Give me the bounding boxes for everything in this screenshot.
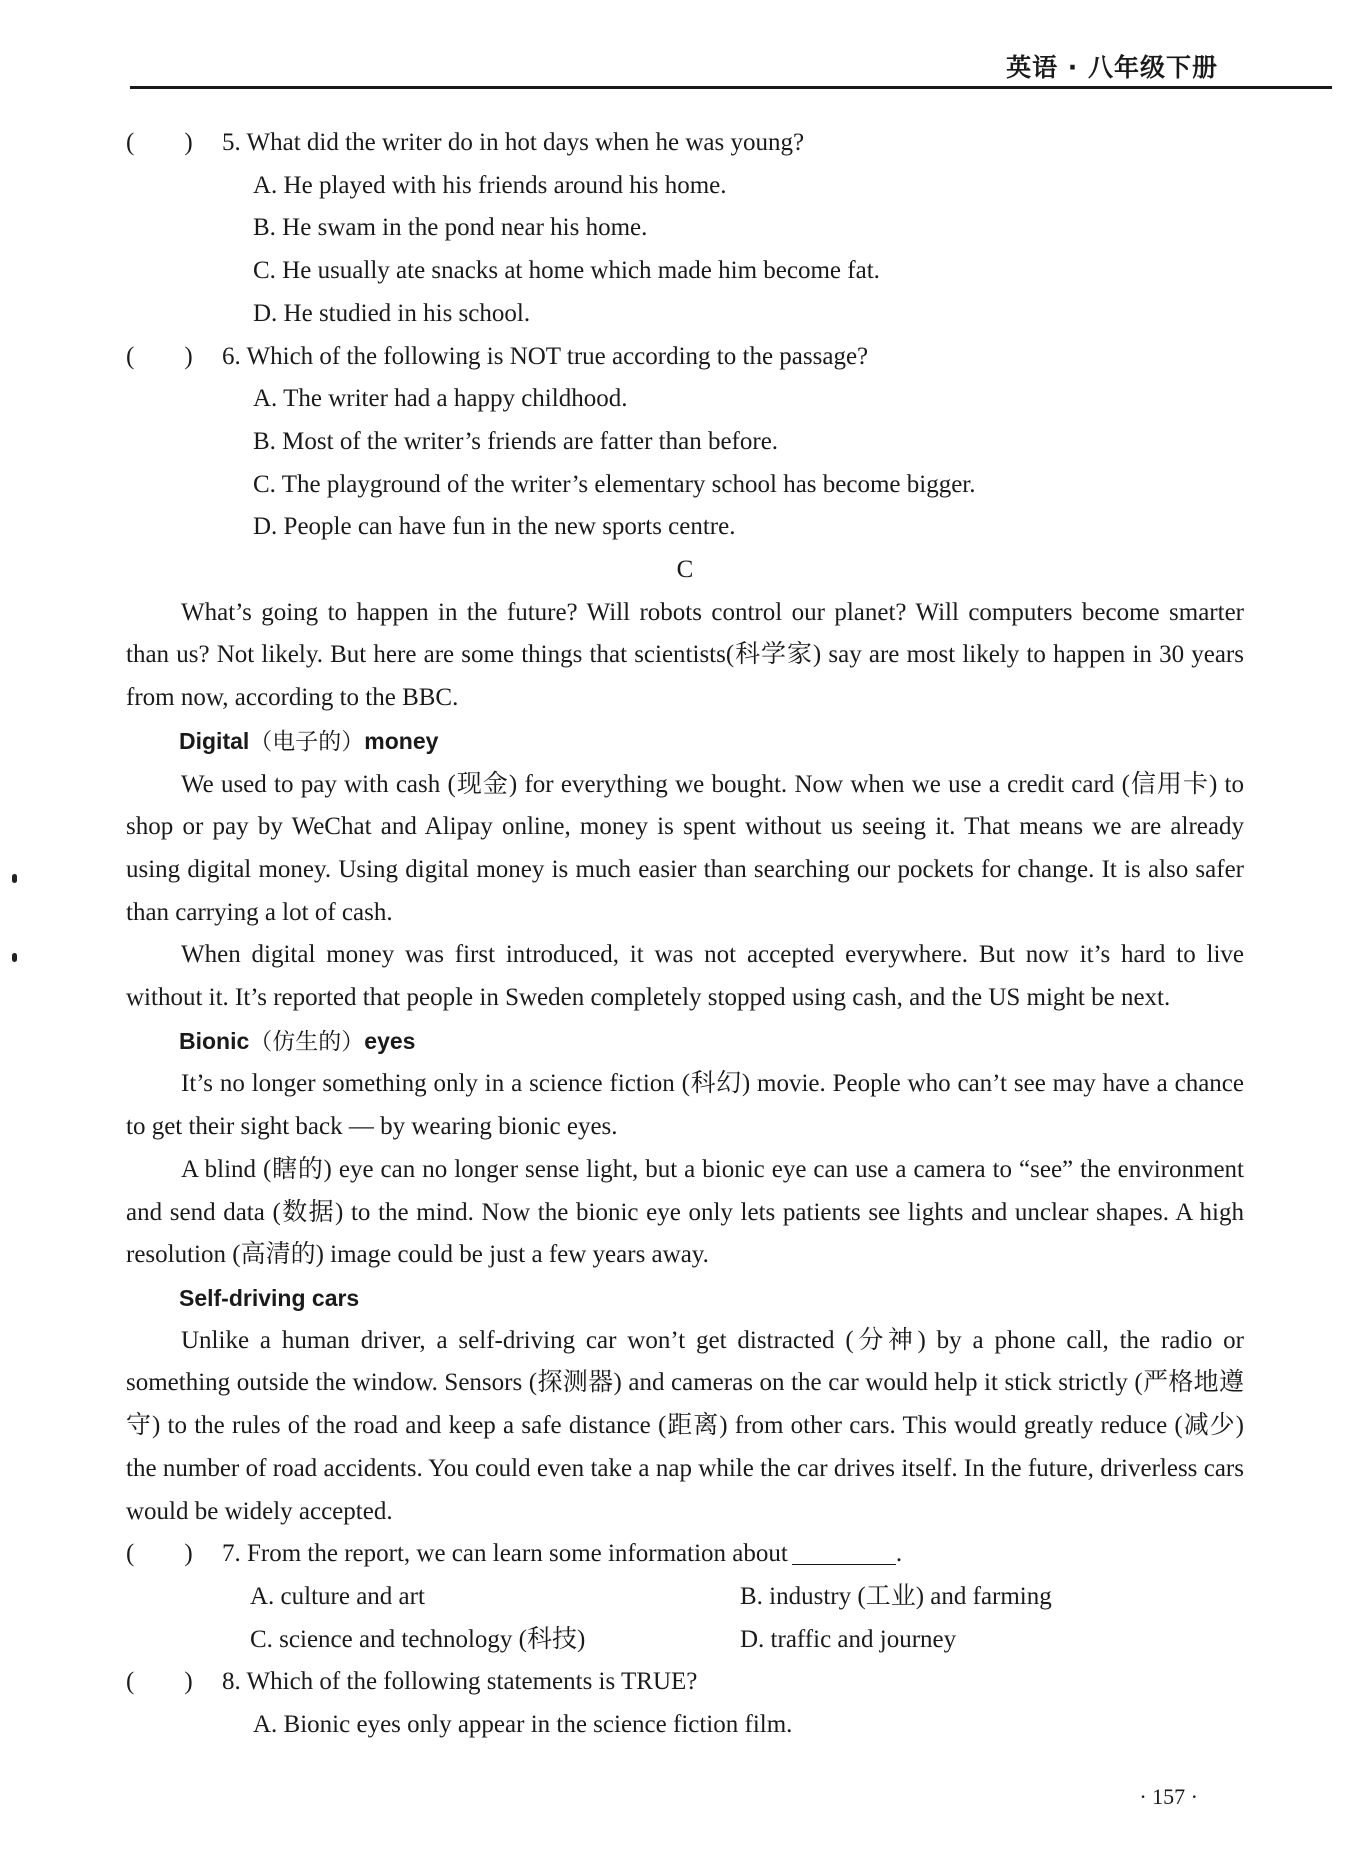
question-5 (126, 122, 1244, 165)
q6-option-d: D. People can have fun in the new sports centre. (253, 513, 736, 541)
subheading-cn: （电子的） (249, 728, 365, 755)
q6-option-c: C. The playground of the writer’s elementary school has become bigger. (253, 470, 976, 498)
q7-options-row-1 (126, 1576, 1244, 1619)
q7-option-a: A. culture and art (250, 1582, 425, 1610)
subheading-cn: （仿生的） (249, 1028, 365, 1055)
q6-option-a: A. The writer had a happy childhood. (253, 385, 628, 413)
answer-blank-7[interactable]: ( ) (126, 1540, 193, 1568)
fill-in-blank[interactable] (792, 1536, 896, 1565)
q5-option-a: A. He played with his friends around his home. (253, 171, 727, 199)
page-number: · 157 · (1139, 1784, 1198, 1809)
bionic-eyes-paragraph-2: A blind (瞎的) eye can no longer sense light, but a bionic eye can use a camera to “see” the environment and send data (数据) to the mind. Now the bionic eye only lets patients see lights and unclear shapes. A high resolution (高清的) image could be just a few years away. (126, 1155, 1244, 1269)
question-5-text: 5. What did the writer do in hot days when he was young? (222, 129, 805, 156)
subheading-en: Digital (179, 727, 250, 754)
question-7-stem: 7. From the report, we can learn some information about (222, 1540, 788, 1568)
question-7-end: . (895, 1540, 903, 1568)
subheading-digital-money (126, 720, 1244, 764)
margin-dot (12, 953, 17, 962)
question-6 (126, 336, 1244, 379)
self-driving-paragraph: Unlike a human driver, a self-driving car won’t get distracted (分神) by a phone call, the radio or something outside the window. Sensors (探测器) and cameras on the car would help it stick strictly (严格地遵守) to the rules of the road and keep a safe distance (距离) from other cars. This would greatly reduce (减少) the number of road accidents. You could even take a nap while the car drives itself. In the future, driverless cars would be widely accepted. (126, 1326, 1244, 1525)
answer-blank-8[interactable]: ( ) (126, 1668, 193, 1696)
q5-option-d: D. He studied in his school. (253, 299, 531, 327)
question-6-text: 6. Which of the following is NOT true according to the passage? (222, 342, 869, 370)
q6-option-b: B. Most of the writer’s friends are fatter than before. (253, 427, 779, 455)
subheading-bionic-eyes (126, 1020, 1244, 1064)
book-title: 英语 · 八年级下册 (1006, 53, 1218, 82)
subheading-self-driving-cars: Self-driving cars (179, 1284, 360, 1311)
question-7 (126, 1533, 1244, 1576)
margin-dot (12, 874, 17, 883)
q7-option-b: B. industry (工业) and farming (740, 1582, 1052, 1610)
q7-option-d: D. traffic and journey (740, 1625, 957, 1653)
question-7-text (222, 1533, 1244, 1576)
answer-blank-5[interactable]: ( ) (126, 129, 193, 156)
page-header (0, 0, 1350, 92)
q7-option-c: C. science and technology (科技) (250, 1625, 586, 1653)
question-8-text: 8. Which of the following statements is TRUE? (222, 1668, 698, 1696)
q7-options-row-2 (126, 1619, 1244, 1662)
subheading-en: money (364, 727, 439, 754)
answer-blank-6[interactable]: ( ) (126, 342, 193, 370)
section-label: C (676, 556, 694, 584)
q5-option-c: C. He usually ate snacks at home which made him become fat. (253, 257, 880, 285)
digital-money-paragraph-1: We used to pay with cash (现金) for everything we bought. Now when we use a credit card (信用卡) to shop or pay by WeChat and Alipay online, money is spent without us seeing it. That means we are already using digital money. Using digital money is much easier than searching our pockets for change. It is also safer than carrying a lot of cash. (126, 770, 1244, 926)
q5-option-b: B. He swam in the pond near his home. (253, 214, 648, 242)
q8-option-a: A. Bionic eyes only appear in the science fiction film. (253, 1711, 793, 1739)
header-rule (130, 86, 1332, 89)
page-content (126, 122, 1244, 1747)
intro-paragraph: What’s going to happen in the future? Will robots control our planet? Will computers become smarter than us? Not likely. But here are some things that scientists(科学家) say are most likely to happen in 30 years from now, according to the BBC. (126, 598, 1244, 712)
digital-money-paragraph-2: When digital money was first introduced, it was not accepted everywhere. But now it’s hard to live without it. It’s reported that people in Sweden completely stopped using cash, and the US might be next. (126, 941, 1244, 1012)
question-8 (126, 1661, 1244, 1704)
subheading-en: eyes (364, 1027, 416, 1054)
bionic-eyes-paragraph-1: It’s no longer something only in a science fiction (科幻) movie. People who can’t see may have a chance to get their sight back — by wearing bionic eyes. (126, 1070, 1244, 1141)
subheading-en: Bionic (179, 1027, 250, 1054)
